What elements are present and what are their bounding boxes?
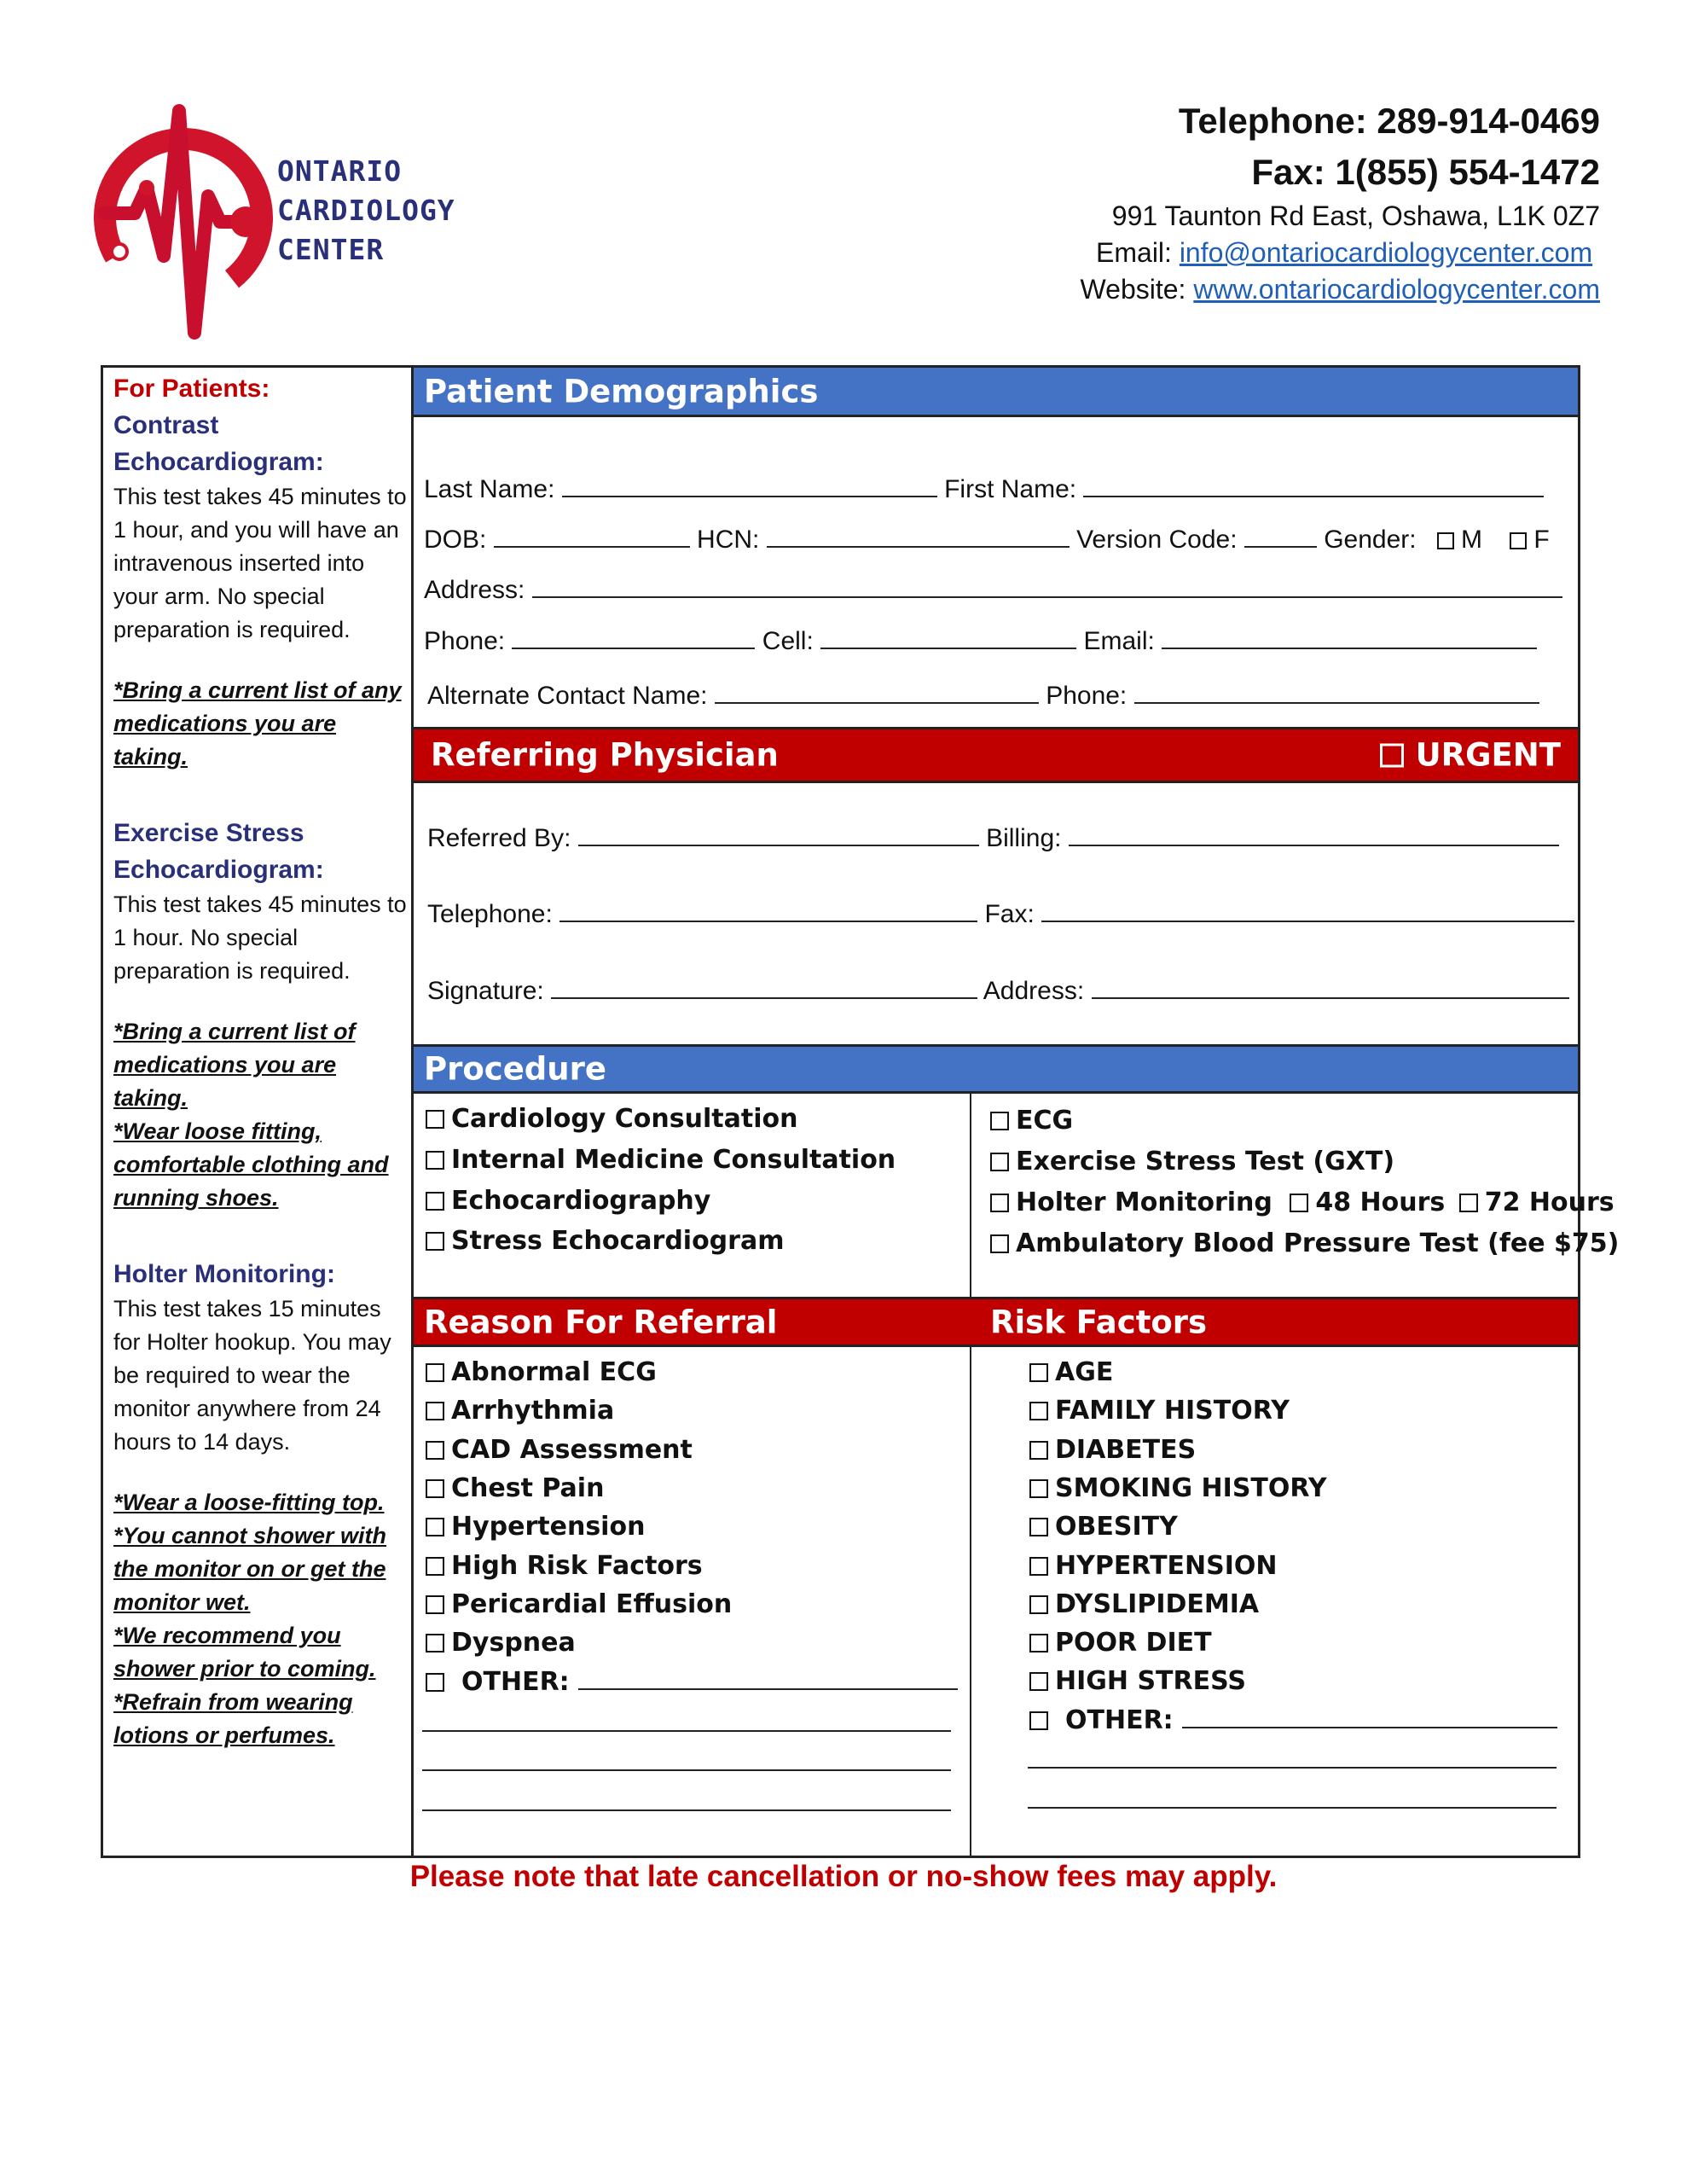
checkbox-icon[interactable] — [426, 1151, 444, 1170]
gender-label: Gender: — [1324, 526, 1417, 554]
risk-item-label: FAMILY HISTORY — [1055, 1396, 1290, 1426]
fax: Fax: 1(855) 554-1472 — [1251, 152, 1600, 192]
contrast-heading-1: Contrast — [113, 411, 219, 439]
demographics-header — [414, 368, 1578, 417]
holter-48-checkbox[interactable] — [1290, 1194, 1308, 1212]
procedure-abp[interactable] — [990, 1228, 1619, 1258]
address-field[interactable] — [532, 574, 1562, 598]
holter-heading: Holter Monitoring: — [113, 1260, 335, 1288]
checkbox-icon[interactable] — [426, 1363, 444, 1382]
referral-item-label: Arrhythmia — [451, 1396, 615, 1426]
logo-line-3: CENTER — [277, 233, 385, 266]
risk-item[interactable] — [1029, 1589, 1259, 1619]
referral-item-label: High Risk Factors — [451, 1550, 703, 1581]
risk-other-label: OTHER: — [1065, 1705, 1174, 1735]
reason-for-referral-title: Reason For Referral — [424, 1304, 778, 1340]
checkbox-icon[interactable] — [1029, 1479, 1048, 1498]
exercise-heading-1: Exercise Stress — [113, 819, 304, 847]
email-label: Email: — [1096, 237, 1180, 268]
checkbox-icon[interactable] — [1029, 1672, 1048, 1691]
referral-item-label: Dyspnea — [451, 1628, 576, 1658]
checkbox-icon[interactable] — [990, 1112, 1009, 1130]
checkbox-icon[interactable] — [426, 1402, 444, 1420]
urgent-label: URGENT — [1415, 736, 1561, 774]
gender-m-label: M — [1460, 526, 1482, 554]
referral-item[interactable] — [426, 1396, 614, 1426]
website-label: Website: — [1080, 274, 1194, 305]
referred-by-row — [427, 822, 1559, 853]
email-field[interactable] — [1162, 625, 1537, 649]
checkbox-icon[interactable] — [1029, 1441, 1048, 1460]
alternate-contact-row — [427, 680, 1539, 711]
checkbox-icon[interactable] — [426, 1518, 444, 1536]
risk-other-line-1[interactable] — [1028, 1767, 1557, 1769]
logo-line-1: ONTARIO — [277, 154, 403, 188]
name-row — [424, 473, 1544, 504]
for-patients-heading: For Patients: — [113, 375, 270, 403]
email-label: Email: — [1083, 627, 1155, 655]
physician-telephone-field[interactable] — [559, 898, 977, 922]
address-label: Address: — [424, 576, 525, 604]
referral-item-label: Abnormal ECG — [451, 1357, 657, 1387]
risk-item[interactable] — [1029, 1396, 1290, 1426]
referring-physician-header — [414, 727, 1578, 783]
urgent-checkbox[interactable] — [1380, 744, 1404, 768]
procedure-ecg[interactable] — [990, 1106, 1073, 1136]
option-label: ECG — [1016, 1106, 1074, 1136]
email-link[interactable]: info@ontariocardiologycenter.com — [1179, 237, 1593, 268]
gender-m-checkbox[interactable] — [1437, 532, 1454, 549]
referred-by-field[interactable] — [578, 822, 979, 846]
referral-item-label: Pericardial Effusion — [451, 1589, 733, 1619]
physician-address-label: Address: — [983, 977, 1085, 1005]
checkbox-icon[interactable] — [426, 1557, 444, 1576]
risk-item[interactable] — [1029, 1435, 1196, 1465]
address-row — [424, 574, 1562, 605]
cancellation-notice: Please note that late cancellation or no-show fees may apply. — [409, 1860, 1278, 1893]
holter-note-2: *You cannot shower with the monitor on or get the monitor wet. — [113, 1523, 387, 1615]
procedure-title: Procedure — [424, 1050, 606, 1088]
risk-factors-title: Risk Factors — [990, 1304, 1208, 1340]
urgent-option[interactable] — [1380, 737, 1561, 774]
holter-note-4: *Refrain from wearing lotions or perfumes. — [113, 1689, 353, 1748]
version-code-label: Version Code: — [1076, 526, 1238, 554]
referral-item[interactable] — [426, 1628, 576, 1658]
option-label: Stress Echocardiogram — [451, 1226, 785, 1256]
checkbox-icon[interactable] — [990, 1194, 1009, 1212]
referred-by-label: Referred By: — [427, 824, 571, 852]
exercise-note-2: *Wear loose fitting, comfortable clothing and running shoes. — [113, 1118, 389, 1211]
physician-address-field[interactable] — [1092, 975, 1569, 999]
referral-item[interactable] — [426, 1551, 703, 1581]
exercise-text: This test takes 45 minutes to 1 hour. No special preparation is required. — [113, 892, 407, 984]
physician-telephone-row — [427, 898, 1574, 929]
physician-fax-field[interactable] — [1041, 898, 1574, 922]
risk-item[interactable] — [1029, 1666, 1246, 1696]
risk-item-label: DYSLIPIDEMIA — [1055, 1589, 1260, 1619]
risk-item-label: AGE — [1055, 1357, 1114, 1387]
hcn-field[interactable] — [767, 524, 1070, 548]
alt-phone-label: Phone: — [1046, 682, 1128, 710]
checkbox-icon[interactable] — [426, 1673, 444, 1692]
checkbox-icon[interactable] — [1029, 1595, 1048, 1614]
referral-divider — [970, 1347, 971, 1856]
referral-item[interactable] — [426, 1357, 657, 1387]
email-row — [1081, 235, 1600, 271]
risk-item[interactable] — [1029, 1512, 1178, 1542]
checkbox-icon[interactable] — [1029, 1518, 1048, 1536]
holter-note-3: *We recommend you shower prior to coming. — [113, 1623, 376, 1682]
referral-item[interactable] — [426, 1435, 693, 1465]
risk-item-label: HIGH STRESS — [1055, 1666, 1246, 1697]
first-name-field[interactable] — [1083, 473, 1544, 497]
physician-telephone-label: Telephone: — [427, 900, 553, 928]
billing-field[interactable] — [1069, 822, 1559, 846]
website-row — [1081, 271, 1600, 308]
cell-label: Cell: — [762, 627, 814, 655]
risk-item-label: OBESITY — [1055, 1512, 1178, 1542]
exercise-heading-2: Echocardiogram: — [113, 856, 324, 884]
checkbox-icon[interactable] — [1029, 1363, 1048, 1382]
referral-other-field[interactable] — [578, 1666, 958, 1690]
alt-contact-label: Alternate Contact Name: — [427, 682, 708, 710]
procedure-holter[interactable] — [990, 1188, 1615, 1217]
checkbox-icon[interactable] — [426, 1595, 444, 1614]
logo-line-2: CARDIOLOGY — [277, 194, 455, 227]
gender-f-checkbox[interactable] — [1510, 532, 1527, 549]
demographics-title: Patient Demographics — [424, 373, 819, 410]
last-name-field[interactable] — [562, 473, 937, 497]
alt-phone-field[interactable] — [1134, 680, 1539, 704]
contact-info — [1081, 96, 1600, 308]
risk-item[interactable] — [1029, 1473, 1327, 1503]
checkbox-icon[interactable] — [1029, 1634, 1048, 1653]
procedure-option-3[interactable] — [426, 1186, 710, 1216]
checkbox-icon[interactable] — [426, 1441, 444, 1460]
referral-risk-header — [414, 1297, 1578, 1347]
referral-form — [411, 365, 1620, 1858]
procedure-divider — [970, 1094, 971, 1297]
option-label: Cardiology Consultation — [451, 1104, 798, 1134]
holter-72-checkbox[interactable] — [1459, 1194, 1478, 1212]
last-name-label: Last Name: — [424, 475, 555, 503]
holter-72-label: 72 Hours — [1484, 1188, 1615, 1217]
procedure-option-1[interactable] — [426, 1104, 797, 1134]
phone-row — [424, 625, 1537, 656]
checkbox-icon[interactable] — [426, 1634, 444, 1653]
risk-item-label: DIABETES — [1055, 1434, 1197, 1465]
dob-field[interactable] — [494, 524, 690, 548]
referral-other[interactable] — [426, 1666, 958, 1697]
website-link[interactable]: www.ontariocardiologycenter.com — [1193, 274, 1600, 305]
option-label: Holter Monitoring — [1016, 1188, 1272, 1217]
referring-physician-title: Referring Physician — [431, 736, 779, 774]
dob-row — [424, 524, 1550, 555]
signature-field[interactable] — [551, 975, 977, 999]
risk-other[interactable] — [1029, 1705, 1557, 1735]
procedure-option-2[interactable] — [426, 1145, 896, 1175]
contrast-heading-2: Echocardiogram: — [113, 448, 324, 476]
phone-field[interactable] — [512, 625, 755, 649]
billing-label: Billing: — [986, 824, 1062, 852]
option-label: Echocardiography — [451, 1186, 711, 1216]
checkbox-icon[interactable] — [1029, 1402, 1048, 1420]
referral-item[interactable] — [426, 1589, 732, 1619]
checkbox-icon[interactable] — [426, 1232, 444, 1251]
procedure-option-4[interactable] — [426, 1226, 784, 1256]
checkbox-icon[interactable] — [426, 1479, 444, 1498]
dob-label: DOB: — [424, 526, 487, 554]
heart-pulse-logo-icon — [94, 94, 290, 341]
holter-48-label: 48 Hours — [1315, 1188, 1446, 1217]
risk-item[interactable] — [1029, 1628, 1212, 1658]
version-code-field[interactable] — [1244, 524, 1317, 548]
risk-item[interactable] — [1029, 1357, 1113, 1387]
risk-other-line-2[interactable] — [1028, 1807, 1557, 1809]
referral-item-label: Hypertension — [451, 1512, 646, 1542]
referral-item-label: CAD Assessment — [451, 1434, 693, 1465]
option-label: Internal Medicine Consultation — [451, 1145, 896, 1175]
option-label: Ambulatory Blood Pressure Test (fee $75) — [1016, 1228, 1620, 1258]
logo-wordmark — [277, 152, 455, 270]
physician-fax-label: Fax: — [984, 900, 1035, 928]
checkbox-icon[interactable] — [1029, 1557, 1048, 1576]
procedure-header — [414, 1044, 1578, 1094]
signature-row — [427, 975, 1569, 1006]
risk-item-label: SMOKING HISTORY — [1055, 1472, 1327, 1503]
procedure-gxt[interactable] — [990, 1147, 1394, 1176]
risk-item[interactable] — [1029, 1551, 1278, 1581]
first-name-label: First Name: — [944, 475, 1077, 503]
telephone: Telephone: 289-914-0469 — [1178, 101, 1600, 141]
referral-item[interactable] — [426, 1512, 645, 1542]
checkbox-icon[interactable] — [990, 1234, 1009, 1253]
risk-item-label: POOR DIET — [1055, 1628, 1212, 1658]
cell-field[interactable] — [820, 625, 1076, 649]
checkbox-icon[interactable] — [1029, 1711, 1048, 1730]
contrast-note: *Bring a current list of any medications you are taking. — [113, 677, 402, 770]
risk-item-label: HYPERTENSION — [1055, 1550, 1278, 1581]
referral-item[interactable] — [426, 1473, 604, 1503]
referral-other-line-3[interactable] — [422, 1809, 951, 1811]
holter-text: This test takes 15 minutes for Holter hookup. You may be required to wear the monitor anywhere from 24 hours to 14 days. — [113, 1296, 391, 1455]
referral-item-label: Chest Pain — [451, 1472, 605, 1503]
patient-instructions — [101, 365, 411, 1858]
hcn-label: HCN: — [697, 526, 760, 554]
referral-other-label: OTHER: — [461, 1667, 570, 1697]
checkbox-icon[interactable] — [990, 1153, 1009, 1171]
referral-other-line-2[interactable] — [422, 1769, 951, 1771]
checkbox-icon[interactable] — [426, 1110, 444, 1129]
option-label: Exercise Stress Test (GXT) — [1016, 1147, 1395, 1176]
gender-f-label: F — [1533, 526, 1550, 554]
referral-other-line-1[interactable] — [422, 1730, 951, 1732]
exercise-note-1: *Bring a current list of medications you are taking. — [113, 1019, 356, 1111]
alt-contact-field[interactable] — [715, 680, 1039, 704]
holter-note-1: *Wear a loose-fitting top. — [113, 1490, 385, 1515]
address: 991 Taunton Rd East, Oshawa, L1K 0Z7 — [1111, 200, 1600, 231]
checkbox-icon[interactable] — [426, 1192, 444, 1211]
contrast-text: This test takes 45 minutes to 1 hour, and you will have an intravenous inserted into your arm. No special preparation is required. — [113, 484, 407, 642]
phone-label: Phone: — [424, 627, 506, 655]
risk-other-field[interactable] — [1182, 1705, 1557, 1728]
signature-label: Signature: — [427, 977, 544, 1005]
